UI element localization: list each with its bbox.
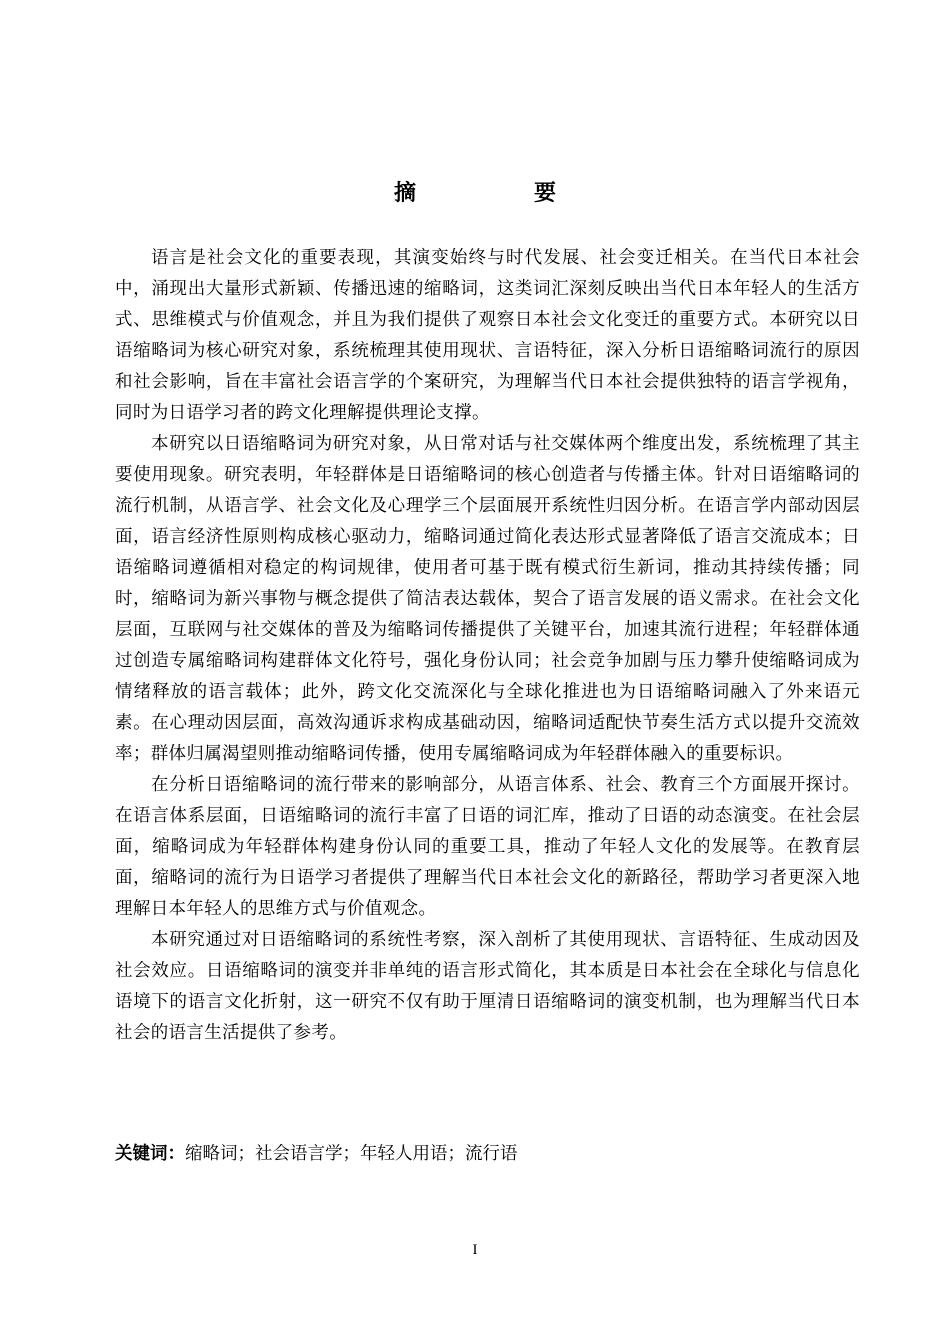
keywords-label: 关键词： <box>115 1144 185 1164</box>
page-number: I <box>472 1242 478 1258</box>
abstract-paragraph-3: 在分析日语缩略词的流行带来的影响部分，从语言体系、社会、教育三个方面展开探讨。在语言体系层面，日语缩略词的流行丰富了日语的词汇库，推动了日语的动态演变。在社会层面，缩略词成为年轻群体构建身份认同的重要工具，推动了年轻人文化的发展等。在教育层面，缩略词的流行为日语学习者提供了理解当代日本社会文化的新路径，帮助学习者更深入地理解日本年轻人的思维方式与价值观念。 <box>115 775 860 919</box>
abstract-paragraph-1: 语言是社会文化的重要表现，其演变始终与时代发展、社会变迁相关。在当代日本社会中，涌现出大量形式新颖、传播迅速的缩略词，这类词汇深刻反映出当代日本年轻人的生活方式、思维模式与价值观念，并且为我们提供了观察日本社会文化变迁的重要方式。本研究以日语缩略词为核心研究对象，系统梳理其使用现状、言语特征，深入分析日语缩略词流行的原因和社会影响，旨在丰富社会语言学的个案研究，为理解当代日本社会提供独特的语言学视角，同时为日语学习者的跨文化理解提供理论支撑。 <box>115 248 860 423</box>
keywords-line <box>115 1140 860 1168</box>
abstract-paragraph-2: 本研究以日语缩略词为研究对象，从日常对话与社交媒体两个维度出发，系统梳理了其主要使用现象。研究表明，年轻群体是日语缩略词的核心创造者与传播主体。针对日语缩略词的流行机制，从语言学、社会文化及心理学三个层面展开系统性归因分析。在语言学内部动因层面，语言经济性原则构成核心驱动力，缩略词通过简化表达形式显著降低了语言交流成本；日语缩略词遵循相对稳定的构词规律，使用者可基于既有模式衍生新词，推动其持续传播；同时，缩略词为新兴事物与概念提供了简洁表达载体，契合了语言发展的语义需求。在社会文化层面，互联网与社交媒体的普及为缩略词传播提供了关键平台，加速其流行进程；年轻群体通过创造专属缩略词构建群体文化符号，强化身份认同；社会竞争加剧与压力攀升使缩略词成为情绪释放的语言载体；此外，跨文化交流深化与全球化推进也为日语缩略词融入了外来语元素。在心理动因层面，高效沟通诉求构成基础动因，缩略词适配快节奏生活方式以提升交流效率；群体归属渴望则推动缩略词传播，使用专属缩略词成为年轻群体融入的重要标识。 <box>115 434 860 764</box>
abstract-title: 摘 要 <box>393 181 604 206</box>
abstract-body <box>115 243 860 1049</box>
abstract-paragraph-4: 本研究通过对日语缩略词的系统性考察，深入剖析了其使用现状、言语特征、生成动因及社会效应。日语缩略词的演变并非单纯的语言形式简化，其本质是日本社会在全球化与信息化语境下的语言文化折射，这一研究不仅有助于厘清日语缩略词的演变机制，也为理解当代日本社会的语言生活提供了参考。 <box>115 930 860 1043</box>
keywords-value: 缩略词；社会语言学；年轻人用语；流行语 <box>185 1144 518 1164</box>
